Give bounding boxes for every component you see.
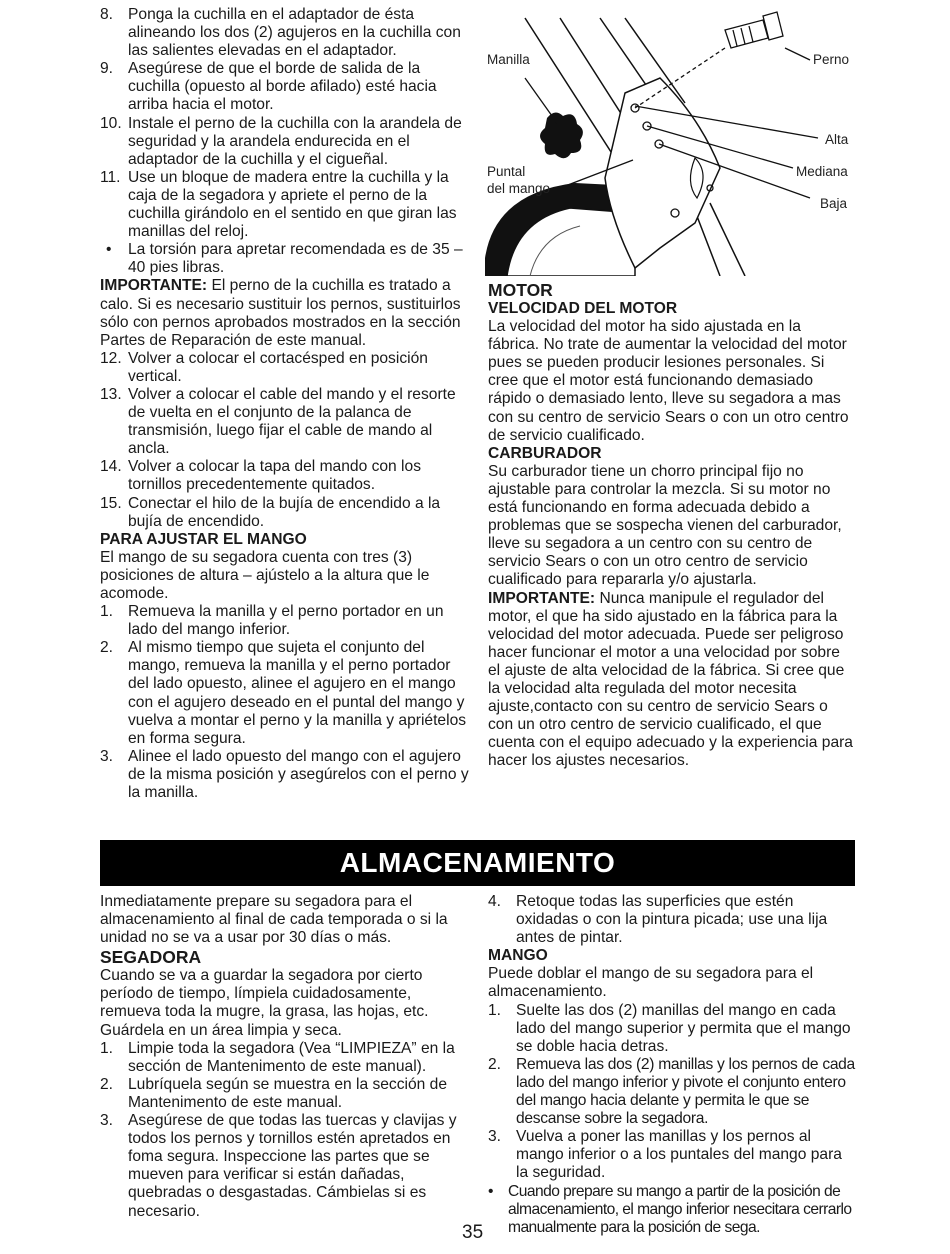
storage-intro: Inmediatamente prepare su segadora para el almacenamiento al final de cada temporada o si la unidad no se va a usar por 30 días o más.	[100, 893, 448, 947]
label-baja: Baja	[820, 196, 848, 211]
important-note: IMPORTANTE: Nunca manipule el regulador del motor, el que ha sido ajustado en la fábrica para la velocidad del motor adecuada. Puede ser peligroso hacer funcionar el motor a una velocidad por sobre el ajuste de alta velocidad de la fábrica. Si cree que la velocidad alta regulada del motor necesita ajuste,contacto con su centro de servicio Sears o con un otro centro de servicio cualificado, el que cuenta con el equipo adecuado y la experiencia para hacer los ajustes necesarios.	[488, 589, 853, 770]
mower-heading: SEGADORA	[100, 947, 202, 968]
list-item: 15. Conectar el hilo de la bujía de encendido a la bujía de encendido.	[100, 494, 441, 530]
list-item: 14. Volver a colocar la tapa del mando con los tornillos precedentemente quitados.	[100, 458, 421, 494]
label-perno: Perno	[813, 52, 850, 67]
page-number: 35	[462, 1222, 484, 1243]
blade-steps-list-a	[100, 6, 472, 241]
knob-icon	[540, 112, 583, 158]
blade-steps-list-b	[100, 350, 472, 531]
label-manilla: Manilla	[487, 52, 530, 67]
mower-storage-step-4	[488, 893, 855, 947]
list-item: 8. Ponga la cuchilla en el adaptador de ésta alineando los dos (2) agujeros en la cuchilla con las salientes elevadas en el adaptador.	[100, 6, 461, 60]
mower-text: Cuando se va a guardar la segadora por cierto período de tiempo, límpiela cuidadosamente, remueva toda la mugre, la grasa, las hojas, etc. Guárdela en un área limpia y seca.	[100, 967, 429, 1039]
handle-storage-steps	[488, 1002, 855, 1183]
list-item: 1. Remueva la manilla y el perno portador en un lado del mango inferior.	[100, 603, 444, 639]
handle-steps-list	[100, 603, 472, 802]
handle-bracket	[605, 78, 720, 268]
list-item: 12. Volver a colocar el cortacésped en posición vertical.	[100, 349, 428, 385]
motor-heading: MOTOR	[488, 280, 553, 300]
handle-storage-heading: MANGO	[488, 947, 548, 965]
list-item: 10. Instale el perno de la cuchilla con la arandela de seguridad y la arandela endurecida en el adaptador de la cuchilla y el cigueñal.	[100, 114, 462, 168]
handle-intro: El mango de su segadora cuenta con tres (3) posiciones de altura – ajústelo a la altura que le acomode.	[100, 548, 430, 602]
handle-storage-bullet: • Cuando prepare su mango a partir de la posición de almacenamiento, el mango inferior nesecitara cerrarlo manualmente para la posición de sega.	[488, 1182, 852, 1236]
section-banner: ALMACENAMIENTO	[100, 840, 855, 886]
list-item: 13. Volver a colocar el cable del mando y el resorte de vuelta en el conjunto de la palanca de transmisión, luego fijar el cable de mando al ancla.	[100, 385, 456, 458]
left-column-bottom	[100, 893, 470, 1221]
label-alta: Alta	[825, 132, 849, 147]
list-item: 2. Lubríquela según se muestra en la sección de Mantenimento de este manual.	[100, 1075, 448, 1111]
handle-storage-text: Puede doblar el mango de su segadora para el almacenamiento.	[488, 965, 814, 1001]
carburetor-heading: CARBURADOR	[488, 444, 602, 462]
list-item: 3. Alinee el lado opuesto del mango con el agujero de la misma posición y asegúrelos con el perno y la manilla.	[100, 747, 469, 802]
list-item: 11. Use un bloque de madera entre la cuchilla y la caja de la segadora y apriete el perno de la cuchilla girándolo en el sentido en que giran las manillas del reloj.	[100, 168, 457, 241]
speed-text: La velocidad del motor ha sido ajustada en la fábrica. No trate de aumentar la velocidad del motor pues se pueden producir lesiones personales. Si cree que el motor está funcionando demasiado rápido o demasiado lento, lleve su segadora a mas con su centro de servicio Sears o con un otro centro de servicio cualificado.	[488, 318, 849, 444]
list-item: 9. Asegúrese de que el borde de salida de la cuchilla (opuesto al borde afilado) esté hacia arriba hacia el motor.	[100, 60, 437, 114]
label-mediana: Mediana	[796, 164, 848, 179]
important-note: IMPORTANTE: El perno de la cuchilla es tratado a calo. Si es necesario sustituir los pernos, sustituirlos sólo con pernos aprobados mostrados en la sección Partes de Reparación de este manual.	[100, 277, 461, 349]
handle-heading: PARA AJUSTAR EL MANGO	[100, 530, 307, 548]
list-item: 2. Remueva las dos (2) manillas y los pernos de cada lado del mango inferior y pivote el conjunto entero del mango hacia delante y permita le que se descanse sobre la segadora.	[488, 1055, 855, 1128]
right-column-top	[488, 280, 855, 770]
list-item: 1. Suelte las dos (2) manillas del mango en cada lado del mango superior y permita que el mango se doble hacia detras.	[488, 1001, 851, 1055]
carburetor-text: Su carburador tiene un chorro principal fijo no ajustable para controlar la mezcla. Si su motor no está funcionando en forma adecuada debido a problemas que se sospecha vienen del carburador, lleve su segadora a un centro con su centro de servicio Sears o con un otro centro de servicio cualificado para repararla y/o ajustarla.	[488, 462, 842, 589]
list-item: 3. Asegúrese de que todas las tuercas y clavijas y todos los pernos y tornillos estén apretados en foma segura. Inspeccione las partes que se mueven para verificar si están dañadas, quebradas o desgastadas. Cámbielas si es necesario.	[100, 1112, 457, 1220]
speed-heading: VELOCIDAD DEL MOTOR	[488, 300, 678, 317]
label-puntal: Puntal	[487, 164, 526, 179]
list-item: 3. Vuelva a poner las manillas y los pernos al mango inferior o a los puntales del mango para la seguridad.	[488, 1128, 842, 1182]
list-item: 2. Al mismo tiempo que sujeta el conjunto del mango, remueva la manilla y el perno portador del lado opuesto, alinee el agujero en el mango con el agujero deseado en el puntal del mango y vuelva a montar el perno y la manilla y apriételos en forma segura.	[100, 639, 467, 747]
bolt-icon	[725, 12, 783, 48]
label-del-mango: del mango	[487, 181, 551, 196]
handle-adjustment-diagram	[485, 8, 855, 276]
left-column-top	[100, 6, 472, 802]
list-item: 4. Retoque todas las superficies que estén oxidadas o con la pintura picada; use una lija antes de pintar.	[488, 893, 828, 947]
mower-storage-steps	[100, 1040, 470, 1221]
list-item: 1. Limpie toda la segadora (Vea “LIMPIEZA” en la sección de Mantenimento de este manual).	[100, 1039, 455, 1075]
torque-bullet: • La torsión para apretar recomendada es de 35 – 40 pies libras.	[106, 241, 463, 277]
right-column-bottom	[488, 893, 855, 1237]
